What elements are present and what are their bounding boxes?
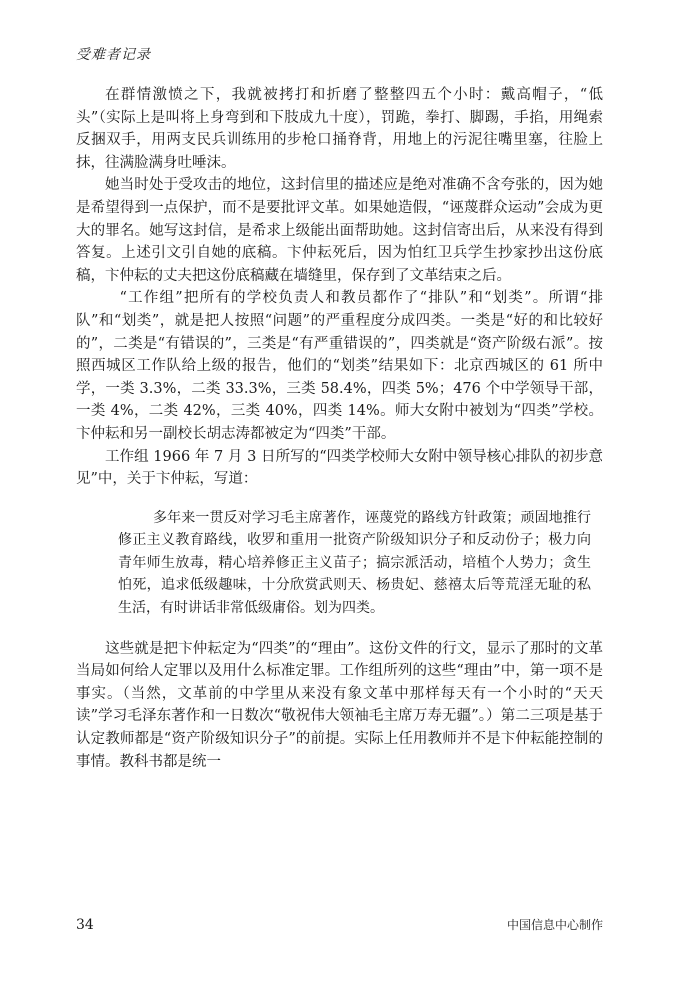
body-paragraph-1: 在群情激愤之下，我就被拷打和折磨了整整四五个小时：戴高帽子，“低头”（实际上是叫将上身弯到和下肢成九十度），罚跪，拳打、脚踢，手掐，用绳索反捆双手，用两支民兵训练用的步枪口捅脊背，用地上的污泥往嘴里塞，往脸上抹，往满脸满身吐唾沫。	[76, 87, 603, 171]
page-footer	[76, 916, 603, 933]
footer-credit: 中国信息中心制作	[506, 918, 603, 932]
running-title: 受难者记录	[76, 47, 151, 63]
body-paragraph-2: 她当时处于受攻击的地位，这封信里的描述应是绝对准确不含夸张的，因为她是希望得到一点保护，而不是要批评文革。如果她造假，“诬蔑群众运动”会成为更大的罪名。她写这封信，是希求上级能出面帮助她。这封信寄出后，从来没有得到答复。上述引文引自她的底稿。卞仲耘死后，因为怕红卫兵学生抄家抄出这份底稿，卞仲耘的丈夫把这份底稿藏在墙缝里，保存到了文革结束之后。	[76, 177, 603, 284]
block-quote-text: 多年来一贯反对学习毛主席著作，诬蔑党的路线方针政策；顽固地推行修正主义教育路线，收罗和重用一批资产阶级知识分子和反动份子；极力向青年师生放毒，精心培养修正主义苗子；搞宗派活动，培植个人势力；贪生怕死，追求低级趣味，十分欣赏武则天、杨贵妃、慈禧太后等荒淫无耻的私生活，有时讲话非常低级庸俗。划为四类。	[118, 509, 591, 617]
document-page	[76, 44, 603, 773]
body-paragraph-5: 这些就是把卞仲耘定为“四类”的“理由”。这份文件的行文，显示了那时的文革当局如何给人定罪以及用什么标准定罪。工作组所列的这些“理由”中，第一项不是事实。（当然，文革前的中学里从来没有象文革中那样每天有一个小时的“天天读”学习毛泽东著作和一日数次“敬祝伟大领袖毛主席万寿无疆”。）第二三项是基于认定教师都是“资产阶级知识分子”的前提。实际上任用教师并不是卞仲耘能控制的事情。教科书都是统一	[76, 640, 603, 770]
body-paragraph-3: “工作组”把所有的学校负责人和教员都作了“排队”和“划类”。所谓“排队”和“划类”，就是把人按照“问题”的严重程度分成四类。一类是“好的和比较好的”，二类是“有错误的”，三类是“有严重错误的”，四类就是“资产阶级右派”。按照西城区工作队给上级的报告，他们的“划类”结果如下：北京西城区的 61 所中学，一类 3.3%，二类 33.3%，三类 58.4%，四类 5%；476 个中学领导干部，一类 4%，二类 42%，三类 40%，四类 14%。师大女附中被划为“四类”学校。卞仲耘和另一副校长胡志涛都被定为“四类”干部。	[76, 290, 603, 442]
block-quote	[118, 507, 591, 620]
page-number: 34	[76, 917, 94, 933]
body-paragraph-4: 工作组 1966 年 7 月 3 日所写的“四类学校师大女附中领导核心排队的初步意见”中，关于卞仲耘，写道：	[76, 448, 603, 488]
